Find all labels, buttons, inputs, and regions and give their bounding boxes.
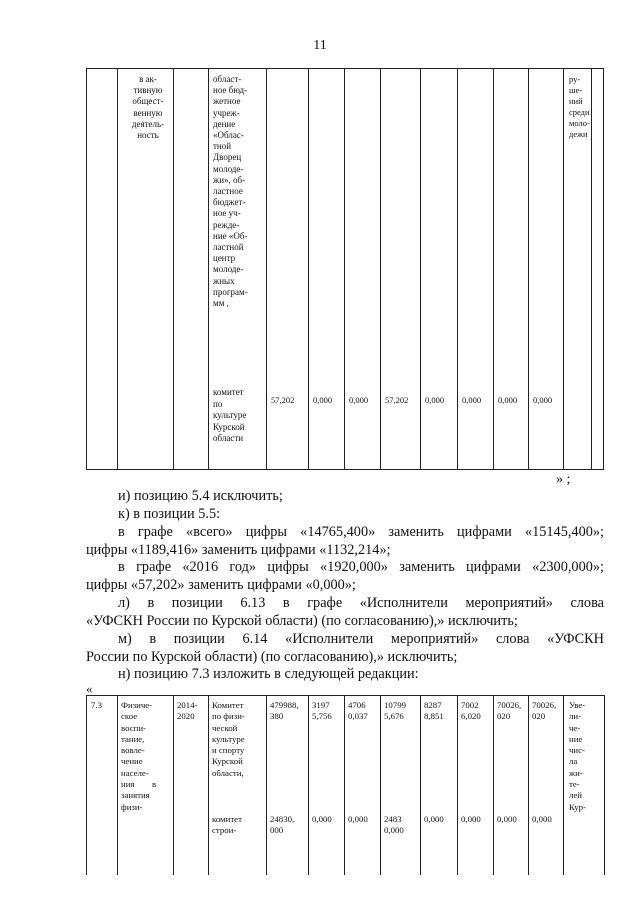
col-divider <box>208 696 209 875</box>
col-divider <box>563 69 564 469</box>
cell-line: молоде- <box>213 264 244 275</box>
cell-line: 020 <box>497 711 511 722</box>
cell-line: Физиче- <box>121 700 153 710</box>
cell-line: ластное <box>213 186 243 197</box>
cell-line: ли- <box>569 711 582 722</box>
opening-quote: « <box>86 681 93 696</box>
cell-line: 70026, <box>532 700 557 710</box>
cell-line: жетное <box>213 96 241 107</box>
cell-line: и спорту <box>212 745 245 756</box>
cell-line: програм- <box>213 286 248 297</box>
cell-line: венную <box>133 107 163 118</box>
cell-line: лей <box>569 790 583 801</box>
cell-line: среди <box>569 107 590 117</box>
cell-line: област- <box>213 74 242 84</box>
paragraph-k1-line1: в графе «всего» цифры «14765,400» заменить цифрами «15145,400»; <box>118 524 604 540</box>
value-2018: 0,000 <box>462 395 482 405</box>
value-2017: 0,000 <box>425 395 445 405</box>
cell-line: 380 <box>270 711 284 722</box>
value-2015: 0,000 <box>349 395 369 405</box>
cell-line: мм , <box>213 298 229 309</box>
cell-line: области, <box>212 767 244 778</box>
cell-line: ное уч- <box>213 208 241 219</box>
cell-line: ластной <box>213 242 244 253</box>
cell-line: ние <box>569 733 583 744</box>
cell-line: 020 <box>532 711 546 722</box>
cell-line: тание, <box>121 733 145 744</box>
cell-line: комитет <box>212 814 242 824</box>
cell-line: 0,037 <box>348 711 368 722</box>
cell-line: Кур- <box>569 801 586 812</box>
r2-2017: 0,000 <box>424 814 444 824</box>
cell-line: ческой <box>212 722 238 733</box>
cell-line: ность <box>137 130 159 141</box>
r1-total <box>270 700 299 723</box>
cell-line: населе- <box>121 767 149 778</box>
cell-line: ние «Об- <box>213 230 248 241</box>
cell-line: культуре <box>212 733 245 744</box>
r2-2018: 0,000 <box>461 814 481 824</box>
cell-line: 7002 <box>461 700 479 710</box>
cell-line: строи- <box>212 825 237 836</box>
col-divider <box>308 696 309 875</box>
col-divider <box>420 69 421 469</box>
cell-line: учреж- <box>213 107 240 118</box>
r1-2019 <box>497 700 521 723</box>
col-divider <box>493 696 494 875</box>
r2-2019: 0,000 <box>497 814 517 824</box>
cell-line: культуре <box>213 410 247 421</box>
r1-2016 <box>384 700 406 723</box>
col-divider <box>344 69 345 469</box>
r2-2015: 0,000 <box>348 814 368 824</box>
cell-line: вовле- <box>121 745 145 756</box>
cell-line: 5,676 <box>384 711 404 722</box>
col-divider <box>266 696 267 875</box>
page-number: 11 <box>313 38 327 53</box>
paragraph-m-line2: России по Курской области) (по согласованию),» исключить; <box>86 649 458 665</box>
cell-line: «Облас- <box>213 130 244 141</box>
cell-line: комитет <box>213 387 244 397</box>
r1-2014 <box>312 700 332 723</box>
upper-table <box>86 68 604 470</box>
col-divider <box>344 696 345 875</box>
r1-2020 <box>532 700 556 723</box>
cell-line: 2483 <box>384 814 402 824</box>
col-divider <box>493 69 494 469</box>
cell-line: 000 <box>270 825 284 836</box>
paragraph-n: н) позицию 7.3 изложить в следующей редакции: <box>118 666 419 682</box>
r1-2017 <box>424 700 444 723</box>
col-divider <box>420 696 421 875</box>
position-number: 7.3 <box>91 700 102 710</box>
r2-2014: 0,000 <box>312 814 332 824</box>
paragraph-i: и) позицию 5.4 исключить; <box>118 488 283 504</box>
years-cell <box>177 700 198 723</box>
cell-line: общест- <box>132 96 164 107</box>
col-divider <box>457 69 458 469</box>
cell-line: ний <box>569 96 583 106</box>
cell-line: 3197 <box>312 700 330 710</box>
cell-line: 479988, <box>270 700 299 710</box>
col-divider <box>173 69 174 469</box>
cell-line: 2014- <box>177 700 198 710</box>
col-divider <box>308 69 309 469</box>
result-cell <box>569 74 597 140</box>
cell-line: Комитет <box>212 700 244 710</box>
r1-2018 <box>461 700 481 723</box>
value-2019: 0,000 <box>498 395 518 405</box>
cell-line: 70026, <box>497 700 522 710</box>
executor-committee-cell <box>213 387 259 445</box>
cell-line: ное бюд- <box>213 85 248 96</box>
result-cell <box>569 700 603 813</box>
cell-line: области <box>213 433 244 444</box>
closing-quote: » ; <box>556 472 571 487</box>
col-divider <box>117 69 118 469</box>
cell-line: тной <box>213 141 232 152</box>
paragraph-k: к) в позиции 5.5: <box>118 506 221 522</box>
cell-line: тивную <box>133 85 163 96</box>
cell-line: по физи- <box>212 711 245 722</box>
cell-line: 8287 <box>424 700 442 710</box>
value-2016: 57,202 <box>385 395 409 405</box>
cell-line: те- <box>569 779 580 790</box>
cell-line: Курской <box>212 756 243 767</box>
value-2014: 0,000 <box>313 395 333 405</box>
cell-line: 5,756 <box>312 711 332 722</box>
activity-cell <box>123 74 173 141</box>
cell-line: ла <box>569 756 578 767</box>
cell-line: ше- <box>569 85 583 95</box>
paragraph-k2-line1: в графе «2016 год» цифры «1920,000» заменить цифрами «2300,000»; <box>118 559 604 575</box>
cell-line: ское <box>121 711 138 722</box>
cell-line: в ак- <box>139 74 157 84</box>
col-divider <box>457 696 458 875</box>
executor2-cell <box>212 814 264 837</box>
cell-line: воспи- <box>121 722 146 733</box>
cell-line: 0,000 <box>384 825 404 836</box>
col-divider <box>266 69 267 469</box>
executors-cell <box>213 74 259 309</box>
col-divider <box>528 69 529 469</box>
cell-line: дение <box>213 118 236 129</box>
cell-line: Курской <box>213 421 245 432</box>
cell-line: режде- <box>213 219 240 230</box>
cell-line: моло- <box>569 118 590 128</box>
r2-2020: 0,000 <box>532 814 552 824</box>
cell-line: центр <box>213 253 236 264</box>
value-2020: 0,000 <box>533 395 553 405</box>
paragraph-k2-line2: цифры «57,202» заменить цифрами «0,000»; <box>86 577 356 593</box>
cell-line: 2020 <box>177 711 195 722</box>
cell-line: деятель- <box>131 118 165 129</box>
cell-line: жи», об- <box>213 174 246 185</box>
cell-line: 24830, <box>270 814 295 824</box>
col-divider <box>173 696 174 875</box>
cell-line: жи- <box>569 767 583 778</box>
activity-name-cell <box>121 700 171 813</box>
cell-line: чис- <box>569 745 585 756</box>
value-total: 57,202 <box>271 395 295 405</box>
cell-line: ния в <box>121 779 157 790</box>
col-divider <box>380 69 381 469</box>
col-divider <box>563 696 564 875</box>
cell-line: чение <box>121 756 143 767</box>
cell-line: по <box>213 398 223 409</box>
cell-line: дежи <box>569 129 588 139</box>
r1-2015 <box>348 700 368 723</box>
r2-2016 <box>384 814 404 837</box>
col-divider <box>208 69 209 469</box>
cell-line: Дворец <box>213 152 242 163</box>
cell-line: ру- <box>569 74 581 84</box>
cell-line: 8,851 <box>424 711 444 722</box>
col-divider <box>380 696 381 875</box>
cell-line: 10799 <box>384 700 406 710</box>
cell-line: физи- <box>121 801 143 812</box>
col-divider <box>528 696 529 875</box>
cell-line: занятия <box>121 790 150 801</box>
cell-line: че- <box>569 722 581 733</box>
paragraph-m-line1: м) в позиции 6.14 «Исполнители мероприятий» слова «УФСКН <box>118 631 604 647</box>
cell-line: 6,020 <box>461 711 481 722</box>
cell-line: жных <box>213 275 235 286</box>
paragraph-k1-line2: цифры «1189,416» заменить цифрами «1132,214»; <box>86 542 391 558</box>
lower-table <box>86 695 605 875</box>
r2-total <box>270 814 294 837</box>
cell-line: Уве- <box>569 700 586 710</box>
col-divider <box>117 696 118 875</box>
paragraph-l-line1: л) в позиции 6.13 в графе «Исполнители мероприятий» слова <box>118 595 604 611</box>
executor-cell <box>212 700 264 779</box>
cell-line: молоде- <box>213 163 244 174</box>
cell-line: бюджет- <box>213 197 246 208</box>
cell-line: 4706 <box>348 700 366 710</box>
paragraph-l-line2: «УФСКН России по Курской области) (по согласованию),» исключить; <box>86 613 518 629</box>
